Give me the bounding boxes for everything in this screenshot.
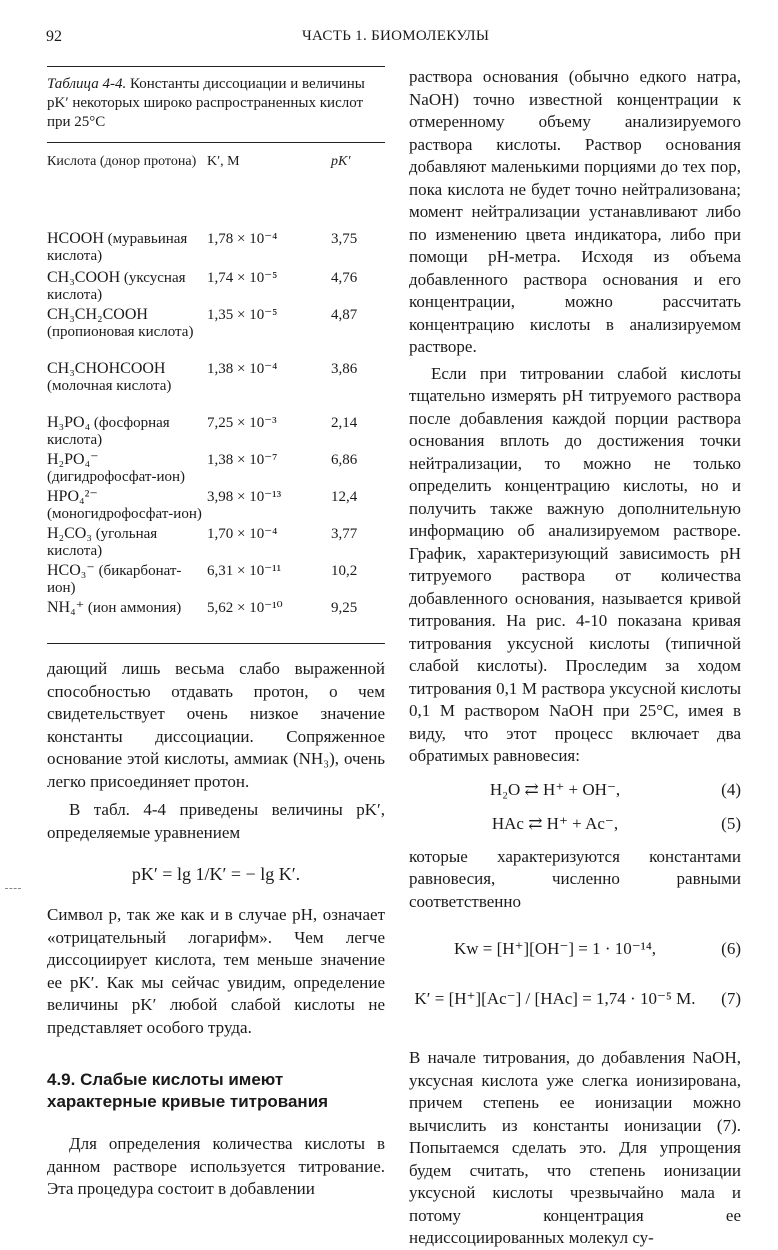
equation-5 <box>409 812 741 836</box>
table-row <box>47 450 385 487</box>
k-value: 1,38 × 10⁻⁴ <box>207 361 278 377</box>
right-paragraph-3: которые характеризуются константами равновесия, численно равными соответственно <box>409 846 741 911</box>
table-row <box>47 229 385 268</box>
table-row <box>47 487 385 524</box>
pk-formula: pK′ = lg 1/K′ = − lg K′. <box>131 864 301 884</box>
right-paragraph-1: раствора основания (обычно едкого натра, NaOH) точно известной концентрации к отмеренному объему анализируемого раствора кислоты. Раствор основания добавляют маленькими порциями до тех пор, пока кислота не будет точно нейтрализована; момент нейтрализации устанавливают либо по изменению цвета индикатора, либо при помощи pH-метра. Исходя из объема добавленного раствора основания и его концентрации, можно рассчитать концентрацию кислоты в анализируемом растворе. <box>409 67 741 356</box>
k-value: 1,35 × 10⁻⁵ <box>207 307 278 323</box>
right-paragraph-2: Если при титровании слабой кислоты тщательно измерять pH титруемого раствора после добавления каждой порции раствора основания вплоть до достижения точки нейтрализации, то можно не только определить концентрацию кислоты, но и получить также важную дополнительную информацию об анализируемом растворе. График, характеризующий зависимость pH титруемого раствора от количества добавленного основания, называется кривой титрования. На рис. 4-10 показана кривая титрования уксусной кислоты (типичной слабой кислоты). Проследим за ходом титрования 0,1 M раствора уксусной кислоты 0,1 M раствором NaOH при 25°C, имея в виду, что этот процесс включает два обратимых равновесия: <box>409 363 741 765</box>
left-paragraph-2: В табл. 4-4 приведены величины pK′, определяемые уравнением <box>47 800 385 842</box>
table-caption-text: Константы диссоциации и величины pK′ некоторых широко распространенных кислот при 25°C <box>47 76 365 130</box>
pk-value: 9,25 <box>331 600 358 616</box>
table-caption <box>47 75 385 132</box>
acid-name: (дигидрофосфат-ион) <box>47 469 185 485</box>
pk-value: 3,77 <box>331 526 358 542</box>
equation-4-number: (4) <box>721 779 741 799</box>
equation-7-number: (7) <box>721 989 741 1008</box>
acid-name: (фосфорная кислота) <box>47 415 170 448</box>
k-value: 6,31 × 10⁻¹¹ <box>207 563 282 579</box>
acid-formula: CH₃CHOHCOOH <box>47 360 166 377</box>
pk-value: 12,4 <box>331 489 358 505</box>
acid-formula: H₂CO₃ <box>47 525 92 542</box>
column-header-acid: Кислота (донор протона) <box>47 154 197 169</box>
acid-formula: CH₃CH₂COOH <box>47 306 148 323</box>
pk-value: 3,75 <box>331 231 358 247</box>
pk-value: 6,86 <box>331 452 358 468</box>
equation-6-number: (6) <box>721 939 741 958</box>
equation-6 <box>409 937 741 961</box>
column-header-k: K′, M <box>207 154 240 169</box>
pk-value: 3,86 <box>331 361 358 377</box>
acid-name: (пропионовая кислота) <box>47 324 194 340</box>
table-bottom-rule <box>47 643 385 644</box>
acid-name: (угольная кислота) <box>47 526 158 559</box>
acid-name: (ион аммония) <box>87 600 182 616</box>
table-caption-label: Таблица 4-4. <box>47 76 127 92</box>
acid-name: (молочная кислота) <box>47 378 172 394</box>
table-row <box>47 413 385 450</box>
pk-value: 10,2 <box>331 563 358 579</box>
acid-formula: NH₄⁺ <box>47 599 85 616</box>
k-value: 3,98 × 10⁻¹³ <box>207 489 282 505</box>
section-heading: 4.9. Слабые кислоты имеют характерные кривые титрования <box>47 1070 329 1111</box>
equation-6-body: Kw = [H⁺][OH⁻] = 1 · 10⁻¹⁴, <box>453 939 657 958</box>
acid-name: (уксусная кислота) <box>47 270 186 303</box>
k-value: 1,70 × 10⁻⁴ <box>207 526 278 542</box>
equation-5-number: (5) <box>721 813 741 833</box>
right-column <box>409 66 741 1250</box>
left-paragraph-4: Для определения количества кислоты в данном растворе используется титрование. Эта процедура состоит в добавлении <box>47 1134 385 1198</box>
equation-5-body: HAc ⇄ H⁺ + Ac⁻, <box>491 813 619 833</box>
acid-name: (бикарбонат-ион) <box>47 563 182 596</box>
acid-name: (муравьиная кислота) <box>47 231 188 264</box>
equation-4 <box>409 778 741 802</box>
table-row <box>47 524 385 561</box>
column-header-pk: pK′ <box>331 154 351 169</box>
table-top-rule <box>47 66 385 67</box>
table-row <box>47 305 385 359</box>
acid-formula: HCOOH <box>47 230 104 247</box>
table-header <box>47 143 385 229</box>
table-row <box>47 359 385 413</box>
equation-7-body: K′ = [H⁺][Ac⁻] / [HAc] = 1,74 · 10⁻⁵ M. <box>414 989 696 1008</box>
left-paragraph-1: дающий лишь весьма слабо выраженной способностью отдавать протон, о чем свидетельствует очень низкое значение константы диссоциации. Сопряженное основание этой кислоты, аммиак (NH₃), очень легко присоединяет протон. <box>47 659 385 791</box>
margin-mark <box>5 888 21 889</box>
k-value: 1,74 × 10⁻⁵ <box>207 270 278 286</box>
table-row <box>47 268 385 305</box>
acid-formula: HCO₃⁻ <box>47 562 95 579</box>
left-paragraph-3: Символ p, так же как и в случае pH, означает «отрицательный логарифм». Чем легче диссоциирует кислота, тем меньше значение ее pK′. Как мы сейчас увидим, определение величины pK′ любой слабой кислоты не представляет особого труда. <box>47 905 385 1037</box>
pk-value: 4,87 <box>331 307 358 323</box>
table-row <box>47 561 385 598</box>
table-row <box>47 598 385 643</box>
page-number: 92 <box>46 28 62 45</box>
acid-formula: CH₃COOH <box>47 269 121 286</box>
equation-7 <box>409 987 741 1011</box>
pk-value: 4,76 <box>331 270 358 286</box>
k-value: 5,62 × 10⁻¹⁰ <box>207 600 283 616</box>
running-title: ЧАСТЬ 1. БИОМОЛЕКУЛЫ <box>302 28 490 44</box>
k-value: 7,25 × 10⁻³ <box>207 415 277 431</box>
acid-name: (моногидрофосфат-ион) <box>47 506 202 522</box>
pk-value: 2,14 <box>331 415 358 431</box>
acid-formula: H₂PO₄⁻ <box>47 451 99 468</box>
left-column <box>47 66 385 1201</box>
acid-formula: H₃PO₄ <box>47 414 91 431</box>
acid-formula: HPO₄²⁻ <box>47 488 98 505</box>
k-value: 1,38 × 10⁻⁷ <box>207 452 278 468</box>
equation-4-body: H₂O ⇄ H⁺ + OH⁻, <box>489 779 621 799</box>
k-value: 1,78 × 10⁻⁴ <box>207 231 278 247</box>
right-paragraph-4: В начале титрования, до добавления NaOH, уксусная кислота уже слегка ионизирована, причем степень ее ионизации можно вычислить из константы ионизации (7). Попытаемся сделать это. Для упрощения будем считать, что степень ионизации уксусной кислоты чрезвычайно мала и потому концентрация ее недиссоциированных молекул су- <box>409 1048 741 1247</box>
